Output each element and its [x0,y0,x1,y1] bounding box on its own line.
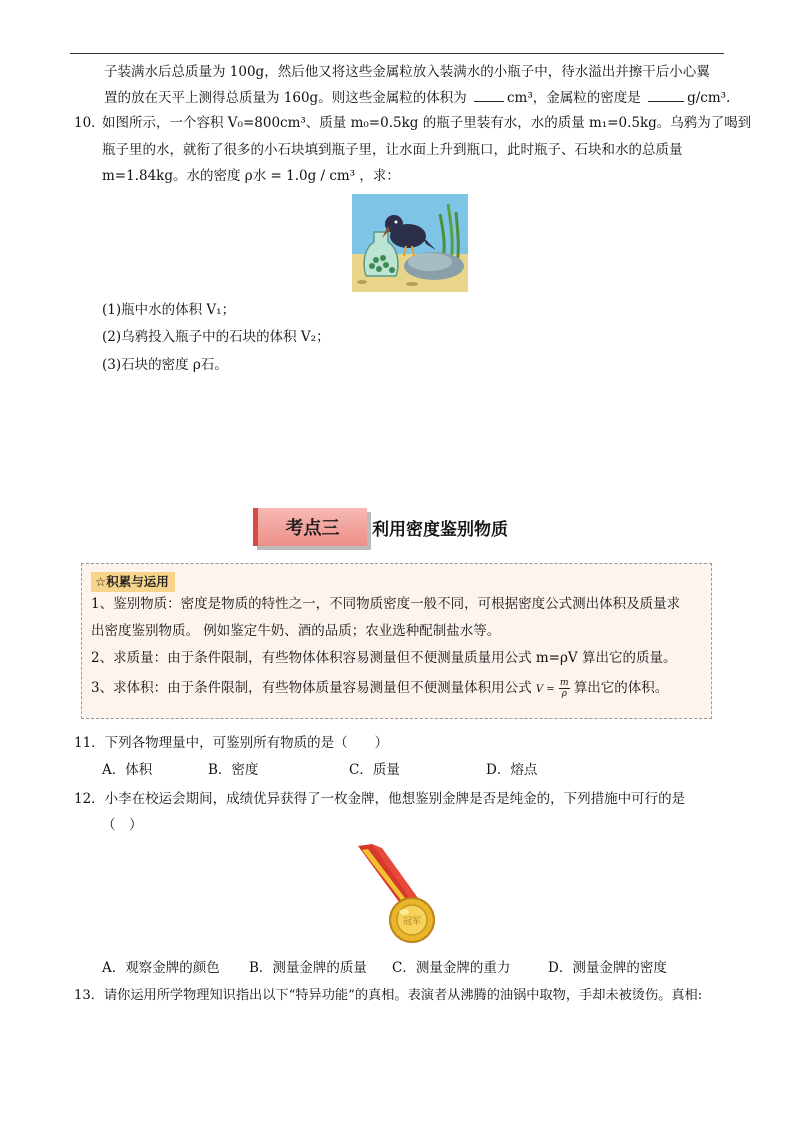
q9-unit-volume: cm³，金属粒的密度是 [507,90,641,106]
star-icon: ☆ [95,574,107,589]
q11-option-a[interactable]: A．体积 [102,762,153,778]
gold-medal-illustration [352,840,462,950]
formula-lhs: V = [535,684,555,695]
q11-stem: 11．下列各物理量中，可鉴别所有物质的是（ ） [74,735,389,751]
q10-number: 10． [74,115,105,131]
q10-line2: 瓶子里的水，就衔了很多的小石块填到瓶子里，让水面上升到瓶口，此时瓶子、石块和水的总质量 [102,142,683,158]
tips-item3-text: 3、求体积：由于条件限制，有些物体质量容易测量但不便测量体积用公式 [91,680,532,696]
tips-tag [91,572,175,592]
q11-option-d[interactable]: D．熔点 [486,762,538,778]
q12-option-a[interactable]: A．观察金牌的颜色 [102,960,220,976]
q12-paren: （ ） [102,817,143,833]
crow-bottle-illustration [352,194,468,292]
q10-line3: m=1.84kg。水的密度 ρ水 = 1.0g / cm³ ，求： [102,168,400,184]
tips-item1-line1: 1、鉴别物质：密度是物质的特性之一，不同物质密度一般不同，可根据密度公式测出体积及质量求 [91,596,681,612]
q9-unit-density: g/cm³. [687,90,731,106]
q11-option-b[interactable]: B．密度 [208,762,259,778]
crow-bottle-svg [352,194,468,292]
q9-line1: 子装满水后总质量为 100g，然后他又将这些金属粒放入装满水的小瓶子中，待水溢出并擦干后小心翼 [104,64,710,80]
q12-option-b[interactable]: B．测量金牌的质量 [249,960,367,976]
tips-item3-tail: 算出它的体积。 [573,680,669,696]
q10-sub2: (2)乌鸦投入瓶子中的石块的体积 V₂； [102,329,330,345]
q13-stem: 13．请你运用所学物理知识指出以下“特异功能”的真相。表演者从沸腾的油锅中取物，手却未被烫伤。真相: [74,988,703,1003]
q12-stem: 12．小李在校运会期间，成绩优异获得了一枚金牌，他想鉴别金牌是否是纯金的，下列措施中可行的是 [74,791,686,807]
q11-option-c[interactable]: C．质量 [349,762,400,778]
q12-option-c[interactable]: C．测量金牌的重力 [392,960,511,976]
q10-line1: 如图所示，一个容积 V₀=800cm³、质量 m₀=0.5kg 的瓶子里装有水，水的质量 m₁=0.5kg。乌鸦为了喝到 [102,115,752,131]
q9-line2 [104,88,730,108]
formula-denominator: ρ [561,689,567,699]
tips-tag-label: 积累与运用 [106,574,169,589]
tips-item1-line2: 出密度鉴别物质。 例如鉴定牛奶、酒的品质；农业选种配制盐水等。 [91,623,501,639]
section-title: 利用密度鉴别物质 [372,520,508,540]
q9-blank-volume[interactable] [474,88,504,102]
q10-sub3: (3)石块的密度 ρ石。 [102,357,228,373]
q12-option-d[interactable]: D．测量金牌的密度 [548,960,667,976]
header-rule [70,53,724,54]
formula-fraction [559,678,570,699]
section-label: 考点三 [253,508,367,546]
q9-line2-text: 置的放在天平上测得总质量为 160g。则这些金属粒的体积为 [104,90,467,106]
q10-sub1: (1)瓶中水的体积 V₁； [102,302,236,318]
q9-blank-density[interactable] [648,88,684,102]
tips-item3 [91,678,668,700]
tips-item2: 2、求质量：由于条件限制，有些物体体积容易测量但不便测量质量用公式 m=ρV 算出它的质量。 [91,650,677,666]
gold-medal-svg [352,840,462,950]
medal-text: 冠军 [402,917,422,927]
formula-numerator: m [559,678,569,688]
